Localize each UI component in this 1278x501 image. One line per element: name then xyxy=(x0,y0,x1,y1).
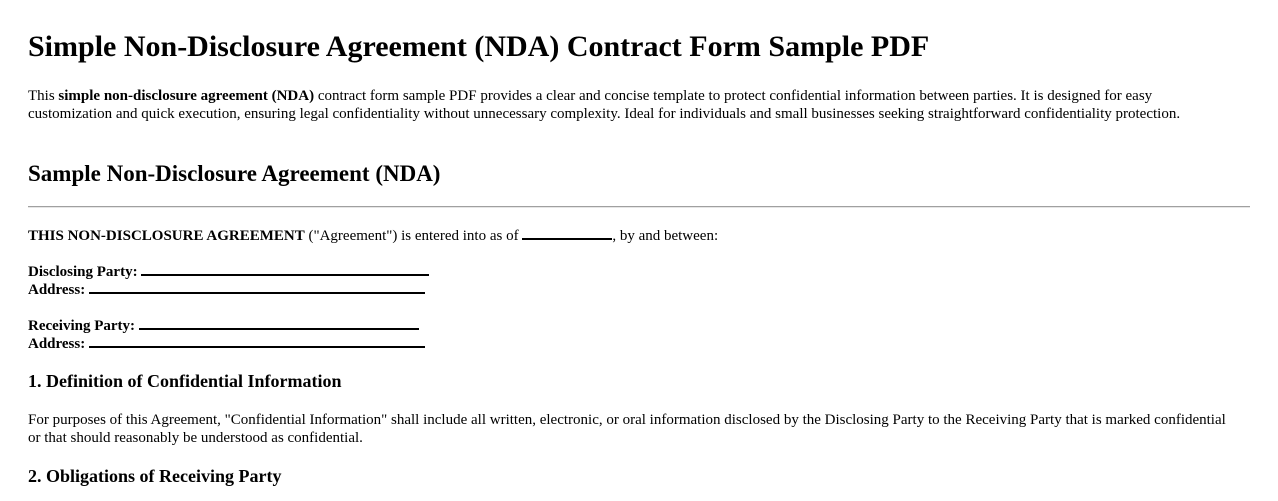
disclosing-address-blank[interactable] xyxy=(89,279,425,294)
receiving-address-label: Address: xyxy=(28,336,86,352)
receiving-address-blank[interactable] xyxy=(89,333,425,348)
agreement-middle-text: ("Agreement") is entered into as of xyxy=(304,228,523,244)
definition-paragraph: For purposes of this Agreement, "Confidential Information" shall include all written, electronic, or oral information disclosed by the Disclosing Party to the Receiving Party that is marked confidential or that should reasonably be understood as confidential. xyxy=(28,412,1226,446)
agreement-heading: THIS NON-DISCLOSURE AGREEMENT xyxy=(28,228,305,244)
horizontal-divider xyxy=(28,206,1250,208)
intro-bold-term: simple non-disclosure agreement (NDA) xyxy=(58,88,315,104)
section-heading-obligations: 2. Obligations of Receiving Party xyxy=(28,466,282,486)
disclosing-address-line xyxy=(28,279,425,299)
agreement-intro-line xyxy=(28,225,718,245)
disclosing-address-label: Address: xyxy=(28,282,86,298)
agreement-after-text: , by and between: xyxy=(612,228,719,244)
receiving-party-label: Receiving Party: xyxy=(28,318,136,334)
page-title: Simple Non-Disclosure Agreement (NDA) Contract Form Sample PDF xyxy=(28,30,930,63)
section-title: Sample Non-Disclosure Agreement (NDA) xyxy=(28,161,441,186)
intro-text-before: This xyxy=(28,88,59,104)
date-blank-field[interactable] xyxy=(522,225,612,240)
disclosing-party-label: Disclosing Party: xyxy=(28,264,138,280)
receiving-party-line xyxy=(28,315,419,335)
intro-paragraph xyxy=(28,87,1238,123)
receiving-address-line xyxy=(28,333,425,353)
disclosing-party-blank[interactable] xyxy=(141,261,429,276)
receiving-party-blank[interactable] xyxy=(139,315,419,330)
disclosing-party-line xyxy=(28,261,429,281)
section-heading-definition: 1. Definition of Confidential Information xyxy=(28,371,342,391)
intro-text-after: contract form sample PDF provides a clear and concise template to protect confidential information between parties. It is designed for easy customization and quick execution, ensuring legal confidentiality without unnecessary complexity. Ideal for individuals and small businesses seeking straightforward confidentiality protection. xyxy=(28,88,1181,122)
